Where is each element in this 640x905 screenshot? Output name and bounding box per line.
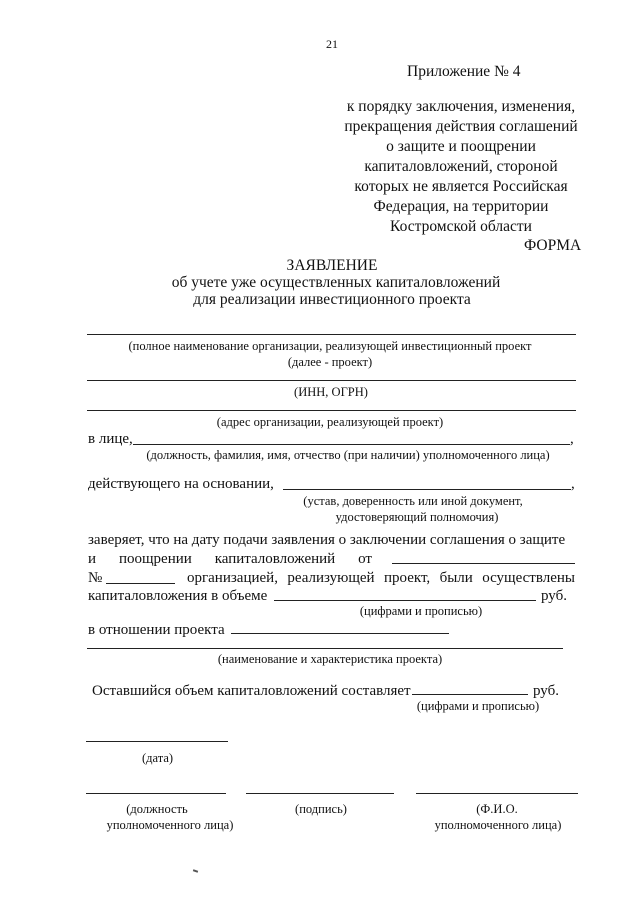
body-word: поощрении	[118, 551, 192, 567]
number-sign: №	[88, 570, 103, 586]
form-label: ФОРМА	[524, 237, 582, 254]
position-caption: (должность	[126, 802, 188, 816]
appendix-subtitle-line: к порядку заключения, изменения,	[346, 98, 576, 115]
person-prefix: в лице,	[88, 431, 133, 447]
appendix-subtitle-line: о защите и поощрении	[386, 138, 536, 155]
project-caption: (наименование и характеристика проекта)	[217, 652, 443, 666]
signature-line[interactable]	[246, 793, 394, 794]
agreement-date-line[interactable]	[392, 563, 575, 564]
remaining-suffix: руб.	[533, 683, 559, 699]
basis-line[interactable]	[283, 489, 571, 490]
address-line[interactable]	[87, 410, 576, 411]
person-line[interactable]	[133, 444, 570, 445]
basis-suffix: ,	[571, 476, 575, 492]
agreement-number-line[interactable]	[106, 583, 175, 584]
date-caption: (дата)	[142, 751, 174, 765]
amount-prefix: капиталовложения в объеме	[88, 588, 268, 604]
body-line: заверяет, что на дату подачи заявления о заключении соглашения о защите	[88, 532, 566, 548]
statement-subtitle: для реализации инвестиционного проекта	[193, 291, 471, 308]
statement-title: ЗАЯВЛЕНИЕ	[286, 257, 378, 274]
fio-caption: уполномоченного лица)	[434, 818, 562, 832]
date-line[interactable]	[86, 741, 228, 742]
org-name-caption: (далее - проект)	[287, 355, 373, 369]
basis-caption: удостоверяющий полномочия)	[335, 510, 499, 524]
appendix-subtitle-line: Костромской области	[390, 218, 532, 235]
amount-caption: (цифрами и прописью)	[359, 604, 483, 618]
body-word: капиталовложений	[214, 551, 336, 567]
person-caption: (должность, фамилия, имя, отчество (при наличии) уполномоченного лица)	[146, 448, 550, 462]
org-name-caption: (полное наименование организации, реализующей инвестиционный проект	[128, 339, 532, 353]
page-number: 21	[326, 37, 338, 51]
appendix-subtitle	[330, 97, 592, 237]
body-line	[88, 549, 372, 569]
project-line[interactable]	[231, 633, 449, 634]
basis-prefix: действующего на основании,	[88, 476, 274, 492]
basis-caption: (устав, доверенность или иной документ,	[303, 494, 523, 508]
project-line-2[interactable]	[87, 648, 563, 649]
org-name-line[interactable]	[87, 334, 576, 335]
inn-line[interactable]	[87, 380, 576, 381]
remaining-line[interactable]	[412, 694, 528, 695]
appendix-subtitle-line: прекращения действия соглашений	[344, 118, 578, 135]
person-suffix: ,	[570, 431, 574, 447]
fio-caption: (Ф.И.О.	[476, 802, 518, 816]
address-caption: (адрес организации, реализующей проект)	[216, 415, 444, 429]
position-line[interactable]	[86, 793, 226, 794]
appendix-subtitle-line: капиталовложений, стороной	[364, 158, 558, 175]
amount-suffix: руб.	[541, 588, 567, 604]
body-word: от	[358, 551, 372, 567]
appendix-subtitle-line: Федерация, на территории	[373, 198, 549, 215]
remaining-prefix: Оставшийся объем капиталовложений составляет	[92, 683, 411, 699]
signature-caption: (подпись)	[295, 802, 347, 816]
remaining-caption: (цифрами и прописью)	[416, 699, 540, 713]
body-word: и	[88, 551, 97, 567]
amount-line[interactable]	[274, 600, 536, 601]
appendix-title: Приложение № 4	[407, 63, 521, 80]
statement-subtitle: об учете уже осуществленных капиталовложений	[171, 274, 501, 291]
scan-mark	[193, 869, 198, 872]
body-line: организацией, реализующей проект, были осуществлены	[187, 570, 575, 586]
project-prefix: в отношении проекта	[88, 622, 225, 638]
fio-line[interactable]	[416, 793, 578, 794]
position-caption: уполномоченного лица)	[106, 818, 234, 832]
appendix-subtitle-line: которых не является Российская	[354, 178, 568, 195]
inn-caption: (ИНН, ОГРН)	[294, 385, 368, 399]
